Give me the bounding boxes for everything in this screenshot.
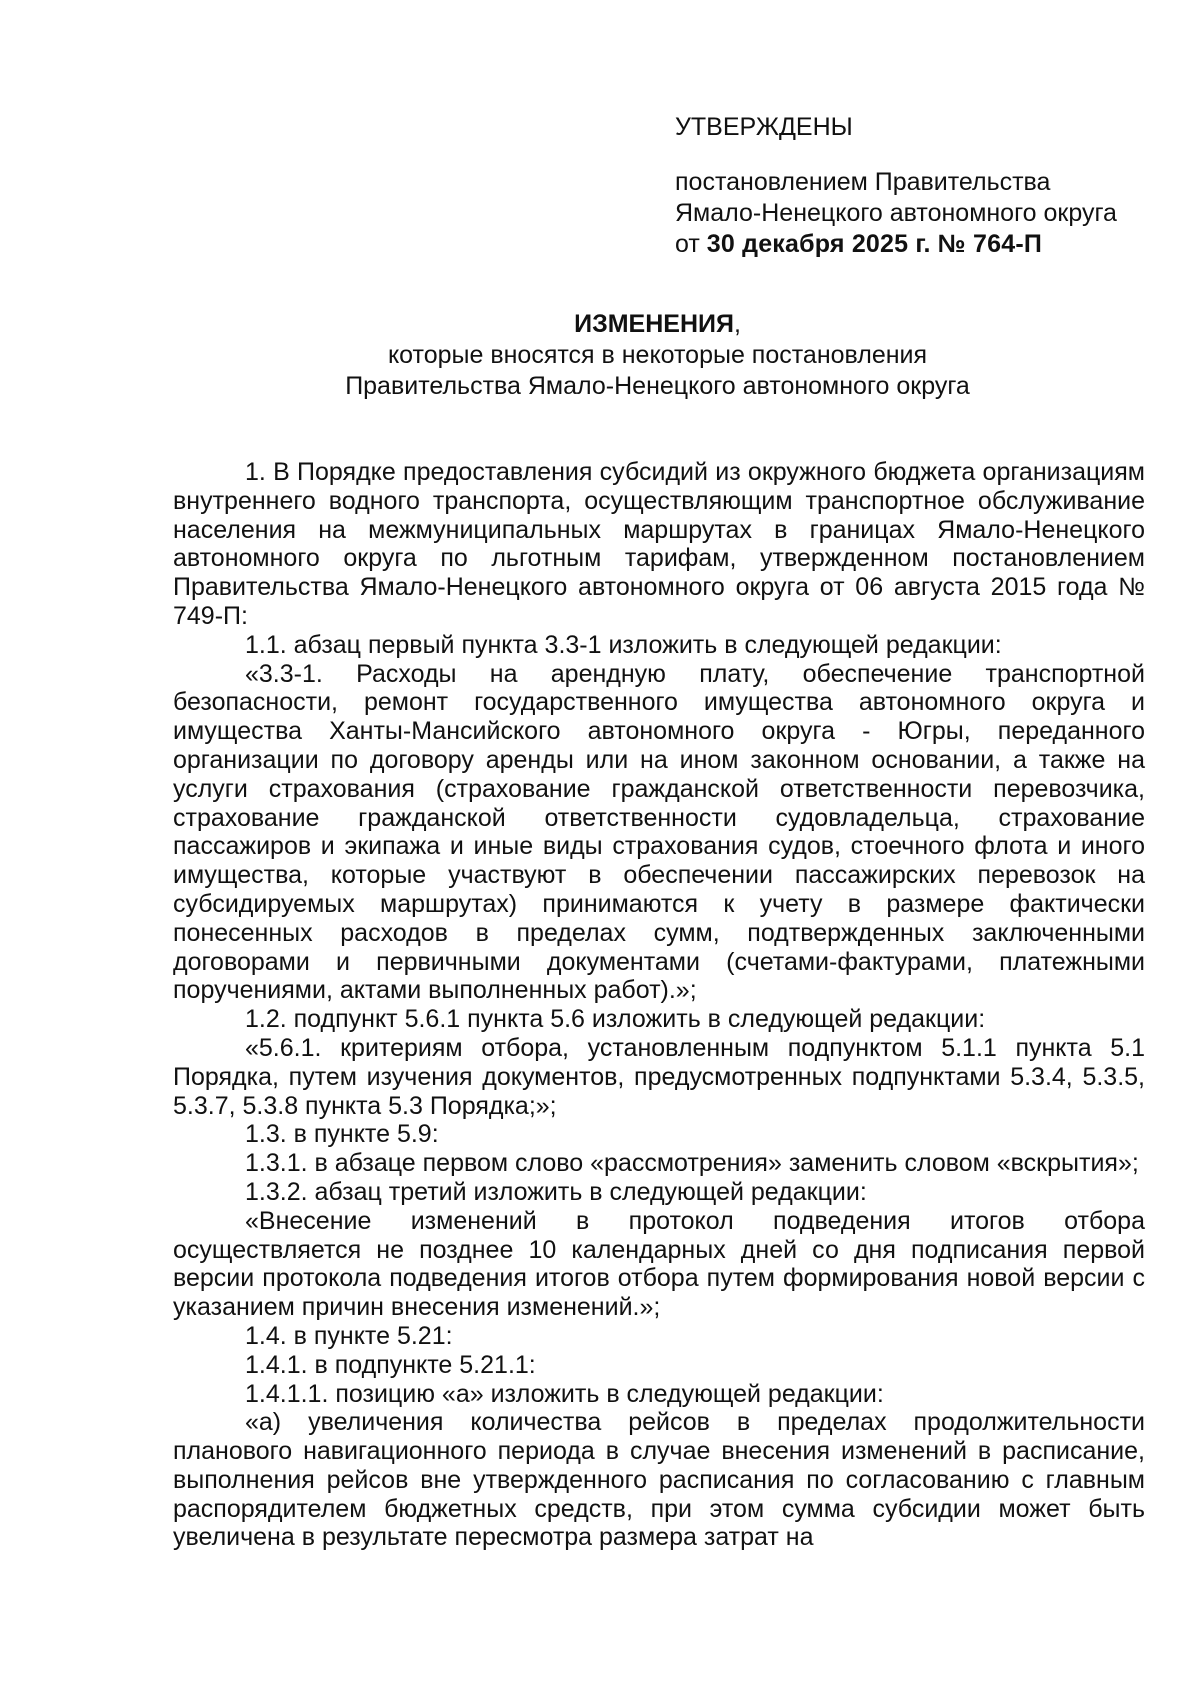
paragraph-1-3-1: 1.3.1. в абзаце первом слово «рассмотрения» заменить словом «вскрытия»;: [245, 1149, 1139, 1178]
paragraph-5-6-1-text: «5.6.1. критериям отбора, установленным подпунктом 5.1.1 пункта 5.1 Порядка, путем изучения документов, предусмотренных подпунктами 5.3.4, 5.3.5, 5.3.7, 5.3.8 пункта 5.3 Порядка;»;: [173, 1033, 1145, 1120]
approval-date-number: 30 декабря 2025 г. № 764-П: [706, 230, 1043, 258]
paragraph-protocol-text: «Внесение изменений в протокол подведения итогов отбора осуществляется не позднее 10 календарных дней со дня подписания первой версии протокола подведения итогов отбора путем формирования новой версии с указанием причин внесения изменений.»;: [173, 1206, 1145, 1322]
paragraph-1-3-2: 1.3.2. абзац третий изложить в следующей редакции:: [245, 1177, 867, 1206]
approval-stamp: УТВЕРЖДЕНЫ: [675, 113, 853, 141]
approval-date-prefix: от: [675, 230, 700, 258]
heading-title-line: [170, 309, 1145, 340]
paragraph-1-4-1: 1.4.1. в подпункте 5.21.1:: [245, 1350, 536, 1379]
paragraph-3-3-1-text: «3.3-1. Расходы на арендную плату, обеспечение транспортной безопасности, ремонт государственного имущества автономного округа и имущества Ханты-Мансийского автономного округа - Югры, переданного организации по договору аренды или на ином законном основании, а также на услуги страхования (страхование гражданской ответственности перевозчика, страхование гражданской ответственности судовладельца, страхование пассажиров и экипажа и иные виды страхования судов, стоечного флота и иного имущества, которые участвуют в обеспечении пассажирских перевозок на субсидируемых маршрутах) принимаются к учету в размере фактически понесенных расходов в пределах сумм, подтвержденных заключенными договорами и первичными документами (счетами-фактурами, платежными поручениями, актами выполненных работ).»;: [173, 659, 1145, 1005]
paragraph-1-2: 1.2. подпункт 5.6.1 пункта 5.6 изложить в следующей редакции:: [245, 1005, 986, 1034]
heading-subtitle-line-2: Правительства Ямало-Ненецкого автономного округа: [345, 372, 970, 400]
approval-line-resolution: постановлением Правительства: [675, 168, 1051, 196]
paragraph-1-4-1-1: 1.4.1.1. позицию «а» изложить в следующей редакции:: [245, 1379, 884, 1408]
paragraph-1: 1. В Порядке предоставления субсидий из окружного бюджета организациям внутреннего водного транспорта, осуществляющим транспортное обслуживание населения на межмуниципальных маршрутах в границах Ямало-Ненецкого автономного округа по льготным тарифам, утвержденном постановлением Правительства Ямало-Ненецкого автономного округа от 06 августа 2015 года № 749-П:: [173, 458, 1145, 630]
paragraph-1-3: 1.3. в пункте 5.9:: [245, 1120, 439, 1149]
approval-line-government: Ямало-Ненецкого автономного округа: [675, 199, 1117, 227]
heading-title: ИЗМЕНЕНИЯ: [574, 310, 734, 338]
heading-subtitle-line-1: которые вносятся в некоторые постановления: [387, 341, 928, 369]
paragraph-position-a-text: «а) увеличения количества рейсов в пределах продолжительности планового навигационного периода в случае внесения изменений в расписание, выполнения рейсов вне утвержденного расписания по согласованию с главным распорядителем бюджетных средств, при этом сумма субсидии может быть увеличена в результате пересмотра размера затрат на: [173, 1408, 1145, 1552]
approval-block: [675, 112, 1175, 260]
document-body: [173, 458, 1145, 1552]
heading-title-suffix: ,: [733, 310, 741, 338]
document-heading: [170, 309, 1145, 402]
approval-line-date: [675, 229, 1175, 260]
paragraph-1-4: 1.4. в пункте 5.21:: [245, 1321, 453, 1350]
paragraph-1-1: 1.1. абзац первый пункта 3.3-1 изложить в следующей редакции:: [245, 630, 1002, 659]
